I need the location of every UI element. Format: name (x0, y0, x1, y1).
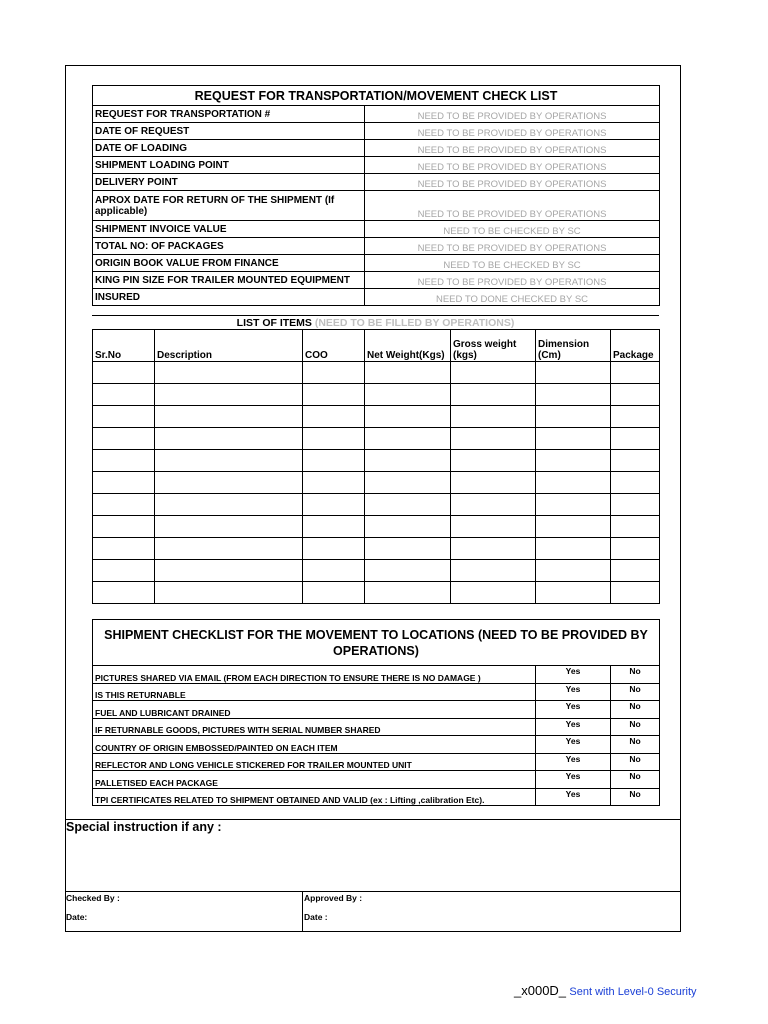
item-cell[interactable] (93, 538, 155, 560)
item-cell[interactable] (365, 384, 451, 406)
row-value[interactable]: NEED TO BE PROVIDED BY OPERATIONS (365, 272, 660, 289)
item-cell[interactable] (93, 582, 155, 604)
item-cell[interactable] (155, 516, 303, 538)
item-cell[interactable] (536, 582, 611, 604)
item-cell[interactable] (365, 406, 451, 428)
row-value[interactable]: NEED TO BE PROVIDED BY OPERATIONS (365, 106, 660, 123)
item-cell[interactable] (303, 406, 365, 428)
items-table (92, 329, 660, 604)
item-cell[interactable] (93, 428, 155, 450)
table-row (93, 406, 660, 428)
shipment-checklist-table (92, 619, 660, 806)
table-row (93, 362, 660, 384)
item-cell[interactable] (451, 384, 536, 406)
list-of-items-heading (92, 315, 659, 330)
item-cell[interactable] (303, 428, 365, 450)
no-option[interactable]: No (611, 753, 660, 771)
row-label: TOTAL NO: OF PACKAGES (93, 238, 365, 255)
item-cell[interactable] (155, 362, 303, 384)
table-row (93, 174, 660, 191)
request-checklist-table (92, 85, 660, 306)
date-label-left: Date: (66, 912, 88, 922)
item-cell[interactable] (93, 560, 155, 582)
column-header-srno: Sr.No (93, 330, 155, 362)
item-cell[interactable] (93, 494, 155, 516)
item-cell[interactable] (451, 428, 536, 450)
item-cell[interactable] (365, 494, 451, 516)
item-cell[interactable] (303, 450, 365, 472)
shipment-checklist-title: SHIPMENT CHECKLIST FOR THE MOVEMENT TO LOCATIONS (NEED TO BE PROVIDED BY OPERATIONS) (93, 620, 660, 666)
footer (514, 983, 697, 998)
item-cell[interactable] (155, 450, 303, 472)
item-cell[interactable] (155, 428, 303, 450)
no-option[interactable]: No (611, 788, 660, 806)
table-row (93, 666, 660, 684)
item-cell[interactable] (303, 538, 365, 560)
no-option[interactable]: No (611, 718, 660, 736)
item-cell[interactable] (303, 582, 365, 604)
item-cell[interactable] (451, 494, 536, 516)
table-row (93, 736, 660, 754)
item-cell[interactable] (536, 450, 611, 472)
item-cell[interactable] (611, 472, 660, 494)
column-header-dimension: Dimension (Cm) (536, 330, 611, 362)
item-cell[interactable] (155, 560, 303, 582)
item-cell[interactable] (611, 428, 660, 450)
item-cell[interactable] (93, 406, 155, 428)
item-cell[interactable] (365, 538, 451, 560)
item-cell[interactable] (93, 362, 155, 384)
column-header-package: Package (611, 330, 660, 362)
table-row (93, 538, 660, 560)
row-label: DELIVERY POINT (93, 174, 365, 191)
table-row (93, 582, 660, 604)
item-cell[interactable] (451, 406, 536, 428)
checklist-item: TPI CERTIFICATES RELATED TO SHIPMENT OBTAINED AND VALID (ex : Lifting ,calibration Etc). (93, 788, 536, 806)
table-row (93, 753, 660, 771)
item-cell[interactable] (451, 450, 536, 472)
row-label: KING PIN SIZE FOR TRAILER MOUNTED EQUIPMENT (93, 272, 365, 289)
yes-option[interactable]: Yes (536, 753, 611, 771)
table-row (93, 238, 660, 255)
item-cell[interactable] (451, 516, 536, 538)
table-row (93, 450, 660, 472)
table-row (93, 272, 660, 289)
item-cell[interactable] (451, 582, 536, 604)
table-row (93, 140, 660, 157)
item-cell[interactable] (536, 538, 611, 560)
item-cell[interactable] (451, 560, 536, 582)
table-row (93, 289, 660, 306)
row-label: REQUEST FOR TRANSPORTATION # (93, 106, 365, 123)
table-row (93, 701, 660, 719)
checklist-item: FUEL AND LUBRICANT DRAINED (93, 701, 536, 719)
no-option[interactable]: No (611, 683, 660, 701)
no-option[interactable]: No (611, 736, 660, 754)
item-cell[interactable] (155, 538, 303, 560)
item-cell[interactable] (303, 516, 365, 538)
row-value[interactable]: NEED TO DONE CHECKED BY SC (365, 289, 660, 306)
row-value[interactable]: NEED TO BE PROVIDED BY OPERATIONS (365, 140, 660, 157)
table-row (93, 683, 660, 701)
item-cell[interactable] (365, 472, 451, 494)
no-option[interactable]: No (611, 701, 660, 719)
table-row (93, 428, 660, 450)
row-value[interactable]: NEED TO BE PROVIDED BY OPERATIONS (365, 157, 660, 174)
yes-option[interactable]: Yes (536, 788, 611, 806)
row-label: SHIPMENT LOADING POINT (93, 157, 365, 174)
item-cell[interactable] (155, 494, 303, 516)
row-value[interactable]: NEED TO BE CHECKED BY SC (365, 255, 660, 272)
no-option[interactable]: No (611, 771, 660, 789)
list-of-items-note: (NEED TO BE FILLED BY OPERATIONS) (314, 317, 515, 329)
table-row (93, 718, 660, 736)
row-value[interactable]: NEED TO BE CHECKED BY SC (365, 221, 660, 238)
row-label: INSURED (93, 289, 365, 306)
checked-by-label: Checked By : (66, 893, 120, 903)
item-cell[interactable] (536, 384, 611, 406)
row-label: DATE OF LOADING (93, 140, 365, 157)
table-row (93, 494, 660, 516)
item-cell[interactable] (155, 472, 303, 494)
divider (65, 891, 681, 892)
items-header-row (93, 330, 660, 362)
row-value[interactable]: NEED TO BE PROVIDED BY OPERATIONS (365, 123, 660, 140)
row-value[interactable]: NEED TO BE PROVIDED BY OPERATIONS (365, 238, 660, 255)
divider (302, 891, 303, 932)
item-cell[interactable] (155, 406, 303, 428)
item-cell[interactable] (303, 560, 365, 582)
table-row (93, 771, 660, 789)
table-row (93, 191, 660, 221)
item-cell[interactable] (365, 428, 451, 450)
list-of-items-title: LIST OF ITEMS (236, 317, 312, 329)
yes-option[interactable]: Yes (536, 701, 611, 719)
table-row (93, 221, 660, 238)
item-cell[interactable] (365, 560, 451, 582)
item-cell[interactable] (365, 362, 451, 384)
security-notice: Sent with Level-0 Security (569, 986, 697, 998)
checklist-item: IS THIS RETURNABLE (93, 683, 536, 701)
approved-by-label: Approved By : (304, 893, 363, 903)
yes-option[interactable]: Yes (536, 683, 611, 701)
table-row (93, 516, 660, 538)
no-option[interactable]: No (611, 666, 660, 684)
item-cell[interactable] (611, 450, 660, 472)
item-cell[interactable] (611, 582, 660, 604)
yes-option[interactable]: Yes (536, 771, 611, 789)
table-row (93, 788, 660, 806)
row-value[interactable]: NEED TO BE PROVIDED BY OPERATIONS (365, 191, 660, 221)
item-cell[interactable] (536, 494, 611, 516)
item-cell[interactable] (303, 472, 365, 494)
item-cell[interactable] (611, 560, 660, 582)
checklist-item: PICTURES SHARED VIA EMAIL (FROM EACH DIRECTION TO ENSURE THERE IS NO DAMAGE ) (93, 666, 536, 684)
row-label: SHIPMENT INVOICE VALUE (93, 221, 365, 238)
item-cell[interactable] (93, 472, 155, 494)
checklist-item: PALLETISED EACH PACKAGE (93, 771, 536, 789)
item-cell[interactable] (611, 516, 660, 538)
item-cell[interactable] (536, 428, 611, 450)
item-cell[interactable] (536, 362, 611, 384)
item-cell[interactable] (611, 362, 660, 384)
row-label: APROX DATE FOR RETURN OF THE SHIPMENT (If applicable) (93, 191, 365, 221)
yes-option[interactable]: Yes (536, 736, 611, 754)
special-instruction-label: Special instruction if any : (66, 820, 222, 834)
item-cell[interactable] (303, 362, 365, 384)
item-cell[interactable] (365, 582, 451, 604)
item-cell[interactable] (451, 538, 536, 560)
item-cell[interactable] (611, 406, 660, 428)
table-row (93, 560, 660, 582)
item-cell[interactable] (536, 406, 611, 428)
table-row (93, 106, 660, 123)
yes-option[interactable]: Yes (536, 666, 611, 684)
item-cell[interactable] (611, 384, 660, 406)
column-header-description: Description (155, 330, 303, 362)
checklist-item: REFLECTOR AND LONG VEHICLE STICKERED FOR TRAILER MOUNTED UNIT (93, 753, 536, 771)
yes-option[interactable]: Yes (536, 718, 611, 736)
table-row (93, 472, 660, 494)
item-cell[interactable] (536, 560, 611, 582)
table-row (93, 255, 660, 272)
item-cell[interactable] (611, 494, 660, 516)
item-cell[interactable] (365, 516, 451, 538)
item-cell[interactable] (611, 538, 660, 560)
item-cell[interactable] (451, 362, 536, 384)
item-cell[interactable] (93, 516, 155, 538)
table-row (93, 157, 660, 174)
column-header-net-weight: Net Weight(Kgs) (365, 330, 451, 362)
item-cell[interactable] (93, 384, 155, 406)
row-label: ORIGIN BOOK VALUE FROM FINANCE (93, 255, 365, 272)
column-header-gross-weight: Gross weight (kgs) (451, 330, 536, 362)
item-cell[interactable] (536, 516, 611, 538)
footer-code: _x000D_ (514, 983, 567, 998)
column-header-coo: COO (303, 330, 365, 362)
row-value[interactable]: NEED TO BE PROVIDED BY OPERATIONS (365, 174, 660, 191)
row-label: DATE OF REQUEST (93, 123, 365, 140)
item-cell[interactable] (155, 384, 303, 406)
request-checklist-title: REQUEST FOR TRANSPORTATION/MOVEMENT CHECK LIST (93, 86, 660, 106)
item-cell[interactable] (303, 384, 365, 406)
item-cell[interactable] (93, 450, 155, 472)
item-cell[interactable] (536, 472, 611, 494)
table-row (93, 384, 660, 406)
checklist-item: IF RETURNABLE GOODS, PICTURES WITH SERIAL NUMBER SHARED (93, 718, 536, 736)
item-cell[interactable] (365, 450, 451, 472)
item-cell[interactable] (155, 582, 303, 604)
item-cell[interactable] (303, 494, 365, 516)
checklist-item: COUNTRY OF ORIGIN EMBOSSED/PAINTED ON EACH ITEM (93, 736, 536, 754)
item-cell[interactable] (451, 472, 536, 494)
table-row (93, 123, 660, 140)
date-label-right: Date : (304, 912, 328, 922)
